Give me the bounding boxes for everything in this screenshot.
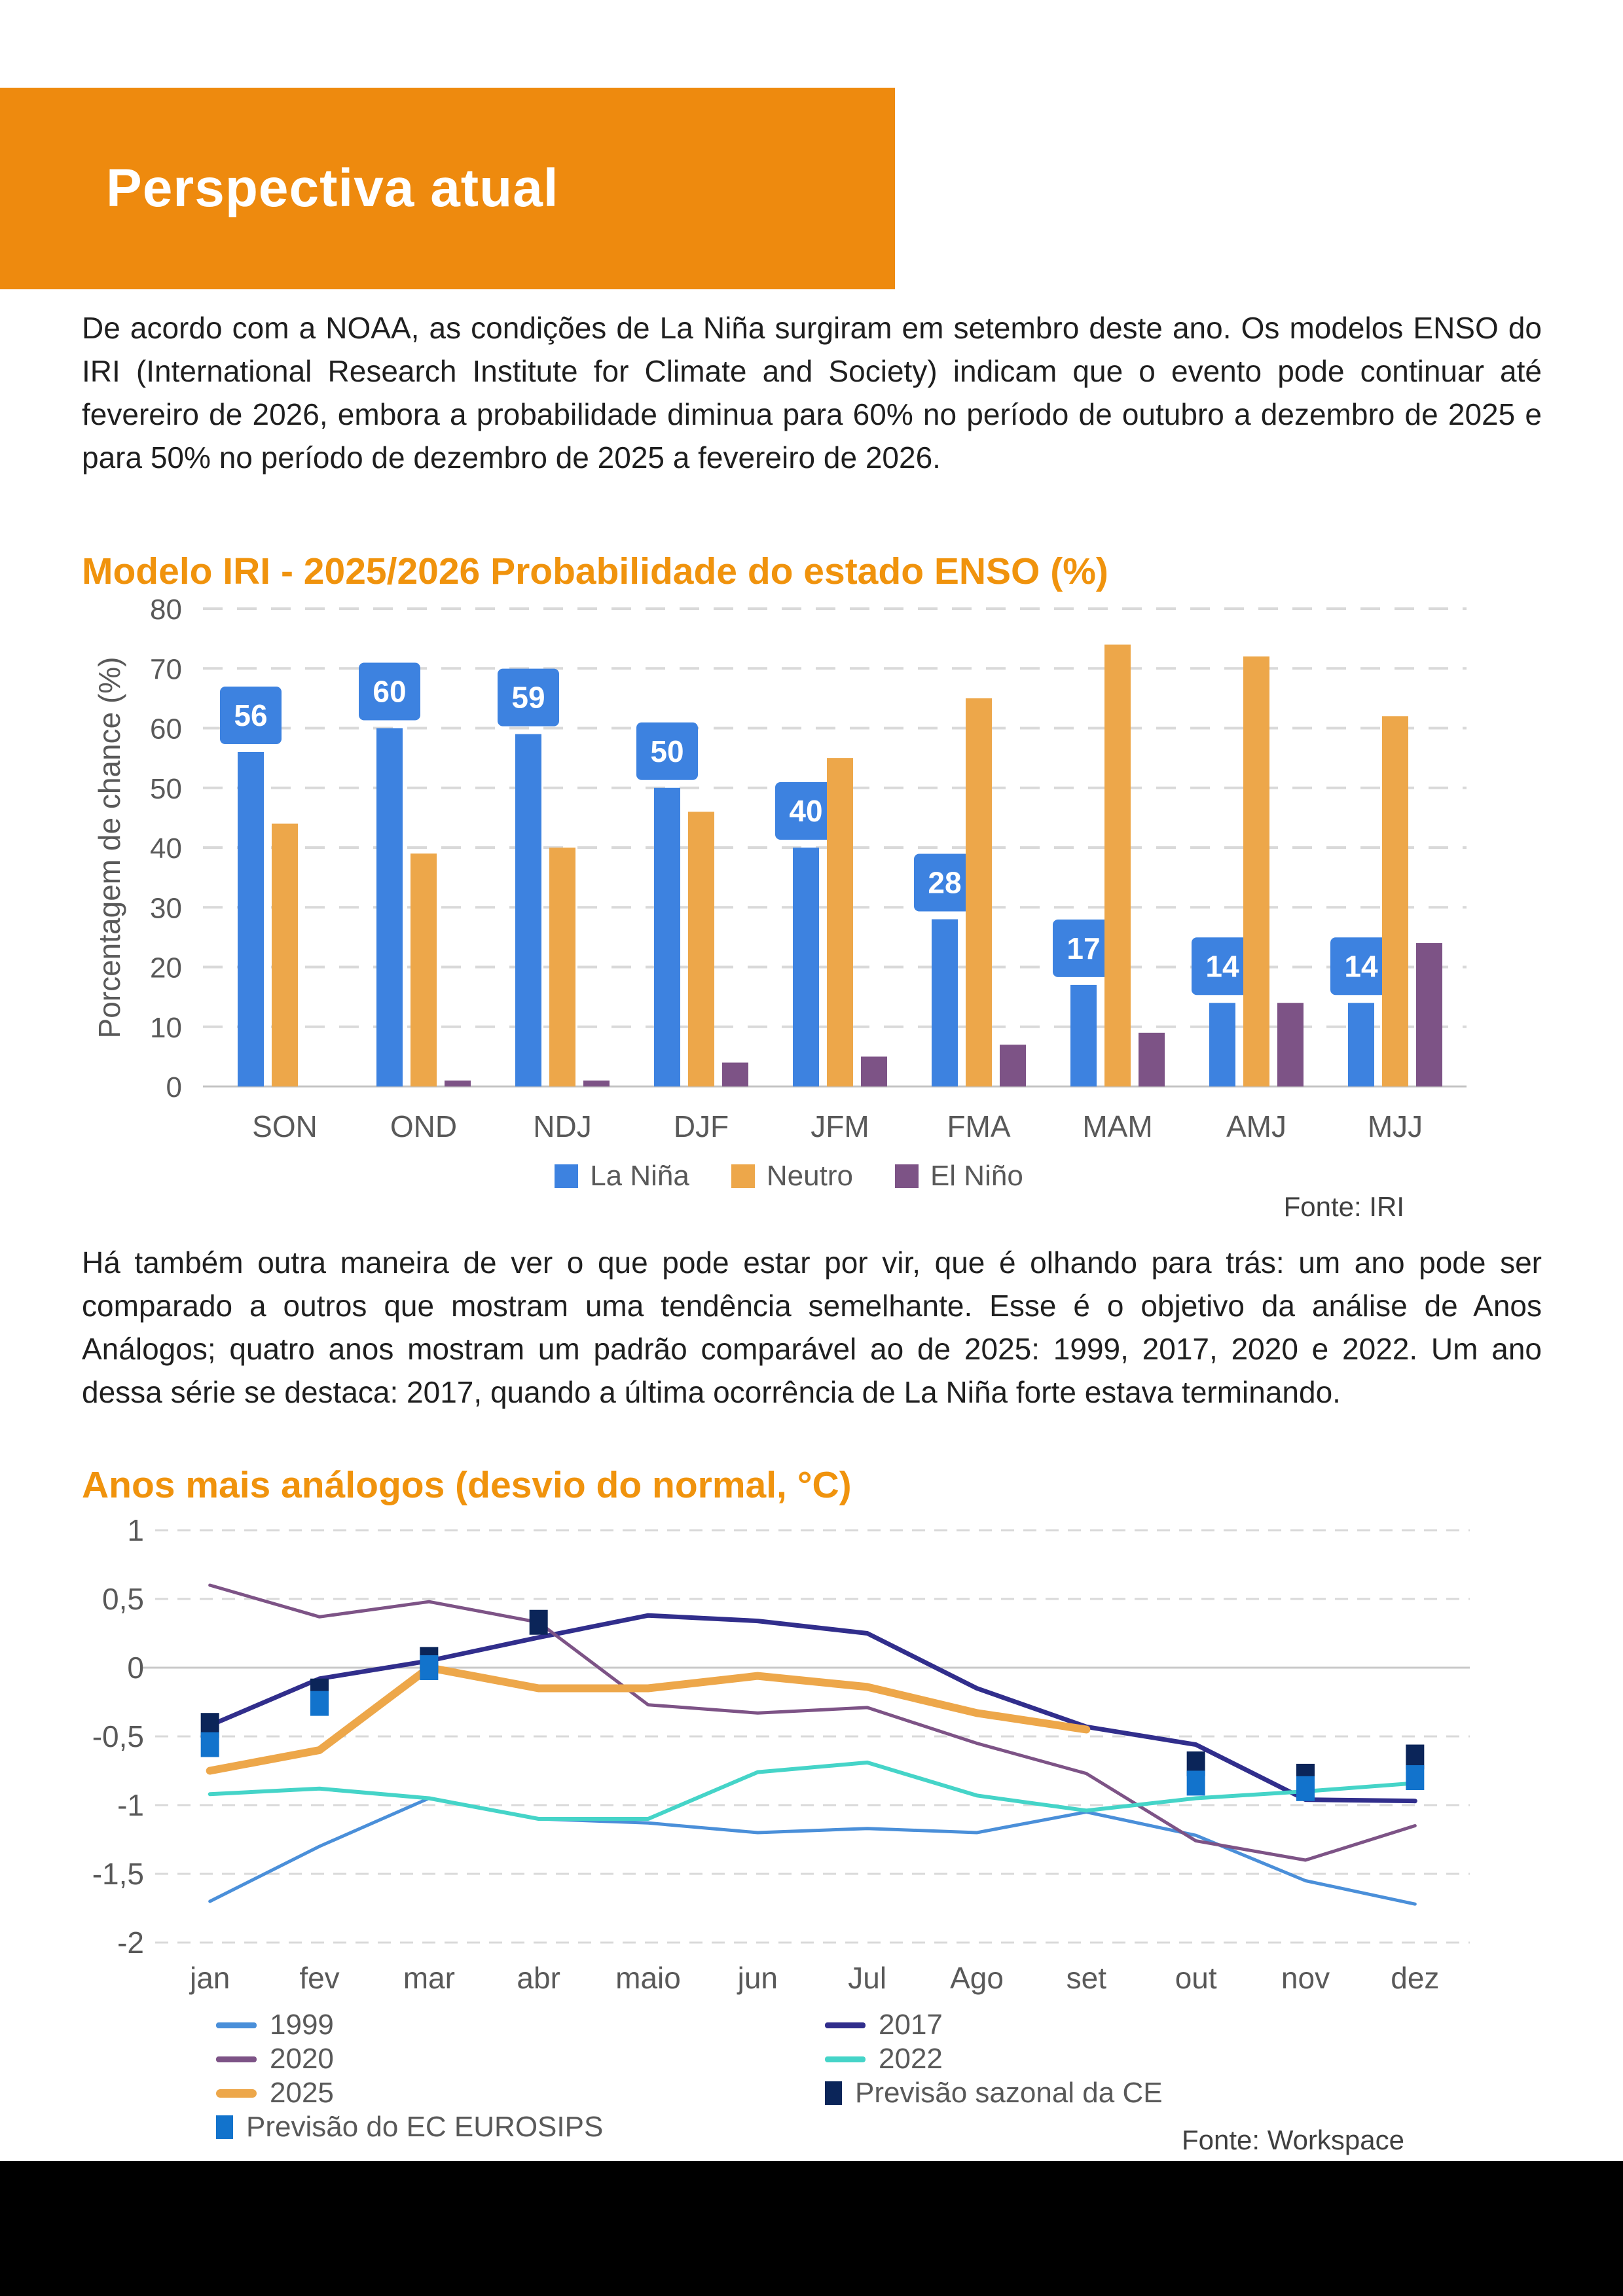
svg-text:0,5: 0,5 (102, 1582, 144, 1616)
svg-text:SON: SON (252, 1109, 318, 1143)
legend-item-2022 (825, 2043, 1512, 2075)
legend-label: Neutro (766, 1160, 853, 1192)
svg-text:17: 17 (1067, 931, 1101, 965)
svg-text:Ago: Ago (950, 1961, 1004, 1995)
line-swatch-2022-icon (825, 2056, 866, 2062)
legend-item-previsao-ce (825, 2077, 1512, 2109)
svg-text:-0,5: -0,5 (92, 1719, 144, 1753)
svg-text:fev: fev (299, 1961, 340, 1995)
section-heading-analog-years: Anos mais análogos (desvio do normal, °C) (82, 1464, 852, 1506)
svg-text:JFM: JFM (811, 1109, 869, 1143)
svg-text:out: out (1175, 1961, 1217, 1995)
svg-text:-1,5: -1,5 (92, 1857, 144, 1891)
intro-paragraph: De acordo com a NOAA, as condições de La Niña surgiram em setembro deste ano. Os modelos ENSO do IRI (International Research Institute for Climate and Society) indicam que o evento pode continuar até fevereiro de 2026, embora a probabilidade diminua para 60% no período de outubro a dezembro de 2025 e para 50% no período de dezembro de 2025 a fevereiro de 2026. (82, 311, 1542, 475)
legend-item-2020 (216, 2043, 825, 2075)
line-swatch-2020-icon (216, 2056, 257, 2062)
svg-text:70: 70 (150, 653, 182, 686)
svg-text:DJF: DJF (673, 1109, 729, 1143)
svg-text:mar: mar (403, 1961, 455, 1995)
legend-label: Previsão sazonal da CE (855, 2077, 1163, 2109)
neutro-swatch-icon (731, 1164, 755, 1188)
svg-text:dez: dez (1391, 1961, 1440, 1995)
svg-text:Jul: Jul (848, 1961, 887, 1995)
svg-text:Porcentagem de chance (%): Porcentagem de chance (%) (92, 656, 126, 1039)
line-swatch-1999-icon (216, 2022, 257, 2028)
page-footer (0, 2161, 1623, 2296)
line-chart-source: Fonte: Workspace (1181, 2125, 1404, 2155)
svg-text:50: 50 (150, 772, 182, 805)
legend-item-la-nina (555, 1160, 689, 1193)
svg-text:59: 59 (511, 680, 545, 715)
svg-text:60: 60 (373, 674, 407, 709)
line-swatch-2017-icon (825, 2022, 866, 2028)
svg-text:0: 0 (166, 1071, 182, 1103)
legend-label: 2025 (270, 2077, 334, 2109)
svg-text:14: 14 (1344, 949, 1378, 984)
svg-text:1: 1 (127, 1513, 144, 1547)
ce-marker-swatch-icon (825, 2081, 842, 2105)
svg-text:jan: jan (189, 1961, 230, 1995)
analog-years-paragraph: Há também outra maneira de ver o que pode estar por vir, que é olhando para trás: um ano pode ser comparado a outros que mostram uma tendência semelhante. Esse é o objetivo da análise de Anos Análogos; quatro anos mostram um padrão comparável ao de 2025: 1999, 2017, 2020 e 2022. Um ano dessa série se destaca: 2017, quando a última ocorrência de La Niña forte estava terminando. (82, 1246, 1542, 1409)
svg-text:MAM: MAM (1082, 1109, 1153, 1143)
el-nino-swatch-icon (895, 1164, 919, 1188)
section-heading-iri-model: Modelo IRI - 2025/2026 Probabilidade do estado ENSO (%) (82, 550, 1108, 592)
svg-text:set: set (1066, 1961, 1107, 1995)
la-nina-swatch-icon (555, 1164, 578, 1188)
svg-text:40: 40 (789, 794, 823, 828)
svg-text:nov: nov (1281, 1961, 1330, 1995)
svg-text:30: 30 (150, 892, 182, 925)
svg-text:MJJ: MJJ (1367, 1109, 1423, 1143)
svg-text:10: 10 (150, 1011, 182, 1044)
analog-years-line-chart (82, 1505, 1496, 2003)
legend-item-el-nino (895, 1160, 1023, 1193)
svg-text:maio: maio (615, 1961, 681, 1995)
svg-text:-1: -1 (117, 1788, 144, 1822)
page-title: Perspectiva atual (106, 158, 559, 218)
svg-text:40: 40 (150, 833, 182, 865)
svg-text:14: 14 (1205, 949, 1239, 984)
page-banner (0, 88, 895, 289)
bar-chart-source: Fonte: IRI (1283, 1191, 1404, 1222)
legend-item-2017 (825, 2009, 1512, 2041)
svg-text:NDJ: NDJ (533, 1109, 592, 1143)
enso-probability-bar-chart (82, 586, 1496, 1155)
svg-text:80: 80 (150, 594, 182, 626)
svg-text:60: 60 (150, 713, 182, 745)
legend-item-neutro (731, 1160, 853, 1193)
svg-text:28: 28 (928, 865, 962, 900)
legend-item-2025 (216, 2077, 825, 2109)
line-swatch-2025-icon (216, 2089, 257, 2098)
legend-label: 1999 (270, 2009, 334, 2041)
legend-label: El Niño (930, 1160, 1023, 1192)
svg-text:FMA: FMA (947, 1109, 1011, 1143)
svg-text:abr: abr (517, 1961, 560, 1995)
svg-text:50: 50 (650, 734, 684, 768)
svg-text:OND: OND (390, 1109, 458, 1143)
bar-chart-legend (82, 1160, 1496, 1193)
svg-text:-2: -2 (117, 1926, 144, 1960)
legend-label: 2020 (270, 2043, 334, 2075)
svg-text:56: 56 (234, 698, 268, 732)
svg-text:jun: jun (737, 1961, 778, 1995)
svg-text:20: 20 (150, 952, 182, 984)
legend-label: 2017 (879, 2009, 943, 2041)
legend-label: Previsão do EC EUROSIPS (246, 2111, 604, 2143)
svg-text:AMJ: AMJ (1226, 1109, 1286, 1143)
legend-label: La Niña (590, 1160, 689, 1192)
legend-label: 2022 (879, 2043, 943, 2075)
svg-text:0: 0 (127, 1651, 144, 1685)
legend-item-1999 (216, 2009, 825, 2041)
line-chart-legend (216, 2008, 1512, 2144)
